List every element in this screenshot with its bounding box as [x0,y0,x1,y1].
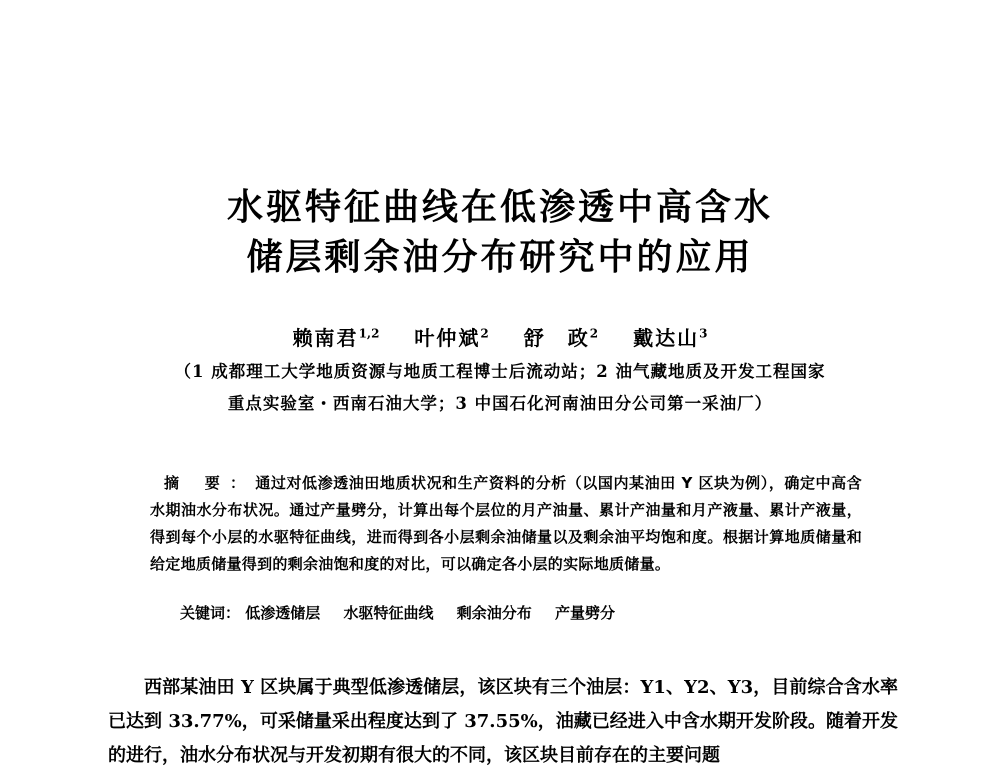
author [293,326,380,350]
author-name: 赖南君 [292,325,359,350]
affiliation-line-1: （1 成都理工大学地质资源与地质工程博士后流动站；2 油气藏地质及开发工程国家 [174,362,826,381]
author-list [0,327,1000,348]
author-affiliation-marker: 2 [480,326,489,340]
author-affiliation-marker: 2 [589,326,599,340]
abstract [150,470,862,578]
body-paragraph: 西部某油田 Y 区块属于典型低渗透储层，该区块有三个油层：Y1、Y2、Y3，目前综合含水率已达到 33.77%，可采储量采出程度达到了 37.55%，油藏已经进入中含水期开发阶段。随着开发的进行，油水分布状况与开发初期有很大的不同，该区块目前存在的主要问题 [108,677,898,766]
paper-title-line-1: 水驱特征曲线在低渗透中高含水 [226,187,773,228]
keyword: 低渗透储层 [245,604,321,622]
keyword: 剩余油分布 [456,604,532,622]
author-name: 舒 政 [523,325,590,350]
keywords [180,606,633,621]
keyword: 产量劈分 [555,604,616,622]
keywords-label: 关键词： [180,604,241,622]
abstract-label: 摘 要： [164,474,256,492]
author [524,326,598,350]
author [633,326,707,350]
keyword: 水驱特征曲线 [343,604,434,622]
author-affiliation-marker: 3 [699,326,708,340]
author [414,326,488,350]
author-affiliation-marker: 1,2 [358,326,380,340]
author-name: 叶仲斌 [414,325,481,350]
abstract-text: 通过对低渗透油田地质状况和生产资料的分析（以国内某油田 Y 区块为例），确定中高含水期油水分布状况。通过产量劈分，计算出每个层位的月产油量、累计产油量和月产液量、累计产液量，得到每个小层的水驱特征曲线，进而得到各小层剩余油储量以及剩余油平均饱和度。根据计算地质储量和给定地质储量得到的剩余油饱和度的对比，可以确定各小层的实际地质储量。 [150,474,862,573]
affiliation-line-2: 重点实验室・西南石油大学；3 中国石化河南油田分公司第一采油厂） [227,394,773,413]
author-name: 戴达山 [633,325,700,350]
paper-title-line-2: 储层剩余油分布研究中的应用 [246,237,754,278]
